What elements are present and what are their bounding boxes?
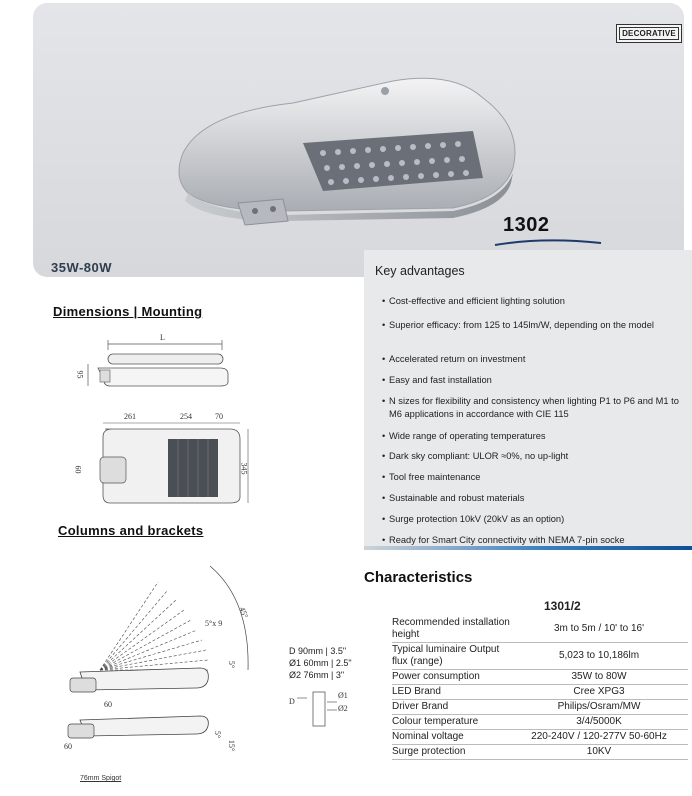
advantages-accent-bar: [364, 546, 692, 550]
small-angle-3: 15°: [227, 739, 237, 752]
small-angle-1: 5°: [227, 660, 237, 669]
table-row: Typical luminaire Output flux (range) 5,023 to 10,186lm: [392, 643, 688, 670]
width-part-1: 261: [124, 412, 136, 421]
height-label: 95: [75, 370, 85, 379]
diameter-line: Ø2 76mm | 3": [289, 670, 345, 680]
width-part-3: 70: [215, 412, 223, 421]
wattage-range: 35W-80W: [51, 260, 113, 275]
advantage-item: • N sizes for flexibility and consistency when lighting P1 to P6 and M1 to M6 applications in accordance with CIE 115: [389, 395, 689, 421]
key-advantages-title: Key advantages: [375, 264, 465, 278]
tilt-total-label: 45°: [237, 605, 250, 620]
key-advantages-panel: [364, 250, 692, 550]
width-part-2: 254: [180, 412, 192, 421]
characteristics-table: [392, 616, 688, 760]
advantage-item: • Cost-effective and efficient lighting solution: [389, 295, 689, 308]
dimensions-title: Dimensions | Mounting: [53, 304, 203, 319]
depth-label: 345: [239, 462, 249, 475]
advantage-item: • Accelerated return on investment: [389, 353, 689, 366]
model-swoosh: [493, 235, 603, 251]
table-row: Recommended installation height 3m to 5m / 10' to 16': [392, 616, 688, 643]
diameter-legend: [289, 645, 352, 681]
tilt-step-label: 5°x 9: [205, 619, 223, 628]
advantage-item: • Tool free maintenance: [389, 471, 689, 484]
table-row: LED Brand Cree XPG3: [392, 685, 688, 700]
advantage-item: • Surge protection 10kV (20kV as an option): [389, 513, 689, 526]
decorative-badge: DECORATIVE: [616, 24, 682, 43]
table-row: Nominal voltage 220-240V / 120-277V 50-60Hz: [392, 730, 688, 745]
offset-label-1: 60: [104, 700, 112, 709]
advantage-item: • Ready for Smart City connectivity with NEMA 7-pin socke: [389, 534, 689, 547]
model-number: 1302: [503, 214, 550, 236]
top-view-drawing: [90, 415, 270, 505]
table-row: Surge protection 10KV: [392, 745, 688, 760]
phi1-label: Ø1: [338, 691, 348, 700]
side-view-drawing: [70, 330, 270, 400]
columns-title: Columns and brackets: [58, 523, 204, 538]
phi2-label: Ø2: [338, 704, 348, 713]
advantage-item: • Wide range of operating temperatures: [389, 430, 689, 443]
table-row: Driver Brand Philips/Osram/MW: [392, 700, 688, 715]
diameter-line: D 90mm | 3.5": [289, 646, 347, 656]
offset-label-2: 60: [64, 742, 72, 751]
diameter-line: Ø1 60mm | 2.5": [289, 658, 352, 668]
spigot-label: 60: [73, 465, 83, 474]
length-label: L: [160, 333, 165, 342]
advantage-item: • Sustainable and robust materials: [389, 492, 689, 505]
small-angle-2: 5°: [213, 730, 223, 739]
d-label: D: [289, 697, 295, 706]
advantage-item: • Easy and fast installation: [389, 374, 689, 387]
spigot-caption: 76mm Spigot: [80, 775, 122, 782]
advantage-item: • Dark sky compliant: ULOR ≈0%, no up-light: [389, 450, 689, 463]
product-hero: [33, 3, 684, 277]
table-row: Colour temperature 3/4/5000K: [392, 715, 688, 730]
characteristics-title: Characteristics: [364, 569, 473, 586]
table-row: Power consumption 35W to 80W: [392, 670, 688, 685]
advantage-item: • Superior efficacy: from 125 to 145lm/W, depending on the model: [389, 319, 689, 332]
